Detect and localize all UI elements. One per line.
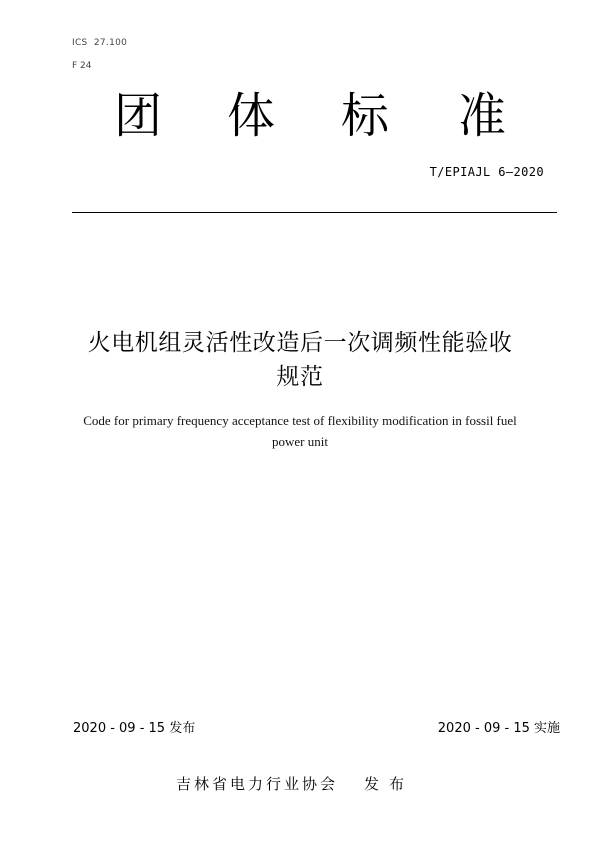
heading-char: 体: [227, 88, 276, 144]
standard-number: T/EPIAJL 6—2020: [429, 165, 544, 179]
standard-type-heading: [0, 86, 600, 146]
title-zh-line-2: 规范: [276, 364, 324, 390]
publisher-action: 发布: [364, 775, 415, 793]
title-en-line-1: Code for primary frequency acceptance test of flexibility modification in fossil fuel: [83, 413, 517, 428]
document-title-en: [0, 410, 600, 452]
implement-date: 2020 - 09 - 15 实施: [437, 721, 560, 736]
ccs-code: F 24: [72, 61, 92, 71]
publish-date: 2020 - 09 - 15 发布: [73, 721, 196, 736]
header-divider: [72, 212, 557, 213]
document-title-zh: [0, 326, 600, 394]
heading-char: 准: [458, 88, 507, 144]
ics-code: ICS 27.100: [72, 38, 128, 48]
heading-char: 团: [114, 88, 163, 144]
publisher-name: 吉林省电力行业协会: [176, 775, 339, 793]
title-zh-line-1: 火电机组灵活性改造后一次调频性能验收: [87, 330, 513, 356]
publisher-line: [176, 773, 414, 794]
title-en-line-2: power unit: [272, 434, 328, 449]
heading-char: 标: [341, 88, 390, 144]
